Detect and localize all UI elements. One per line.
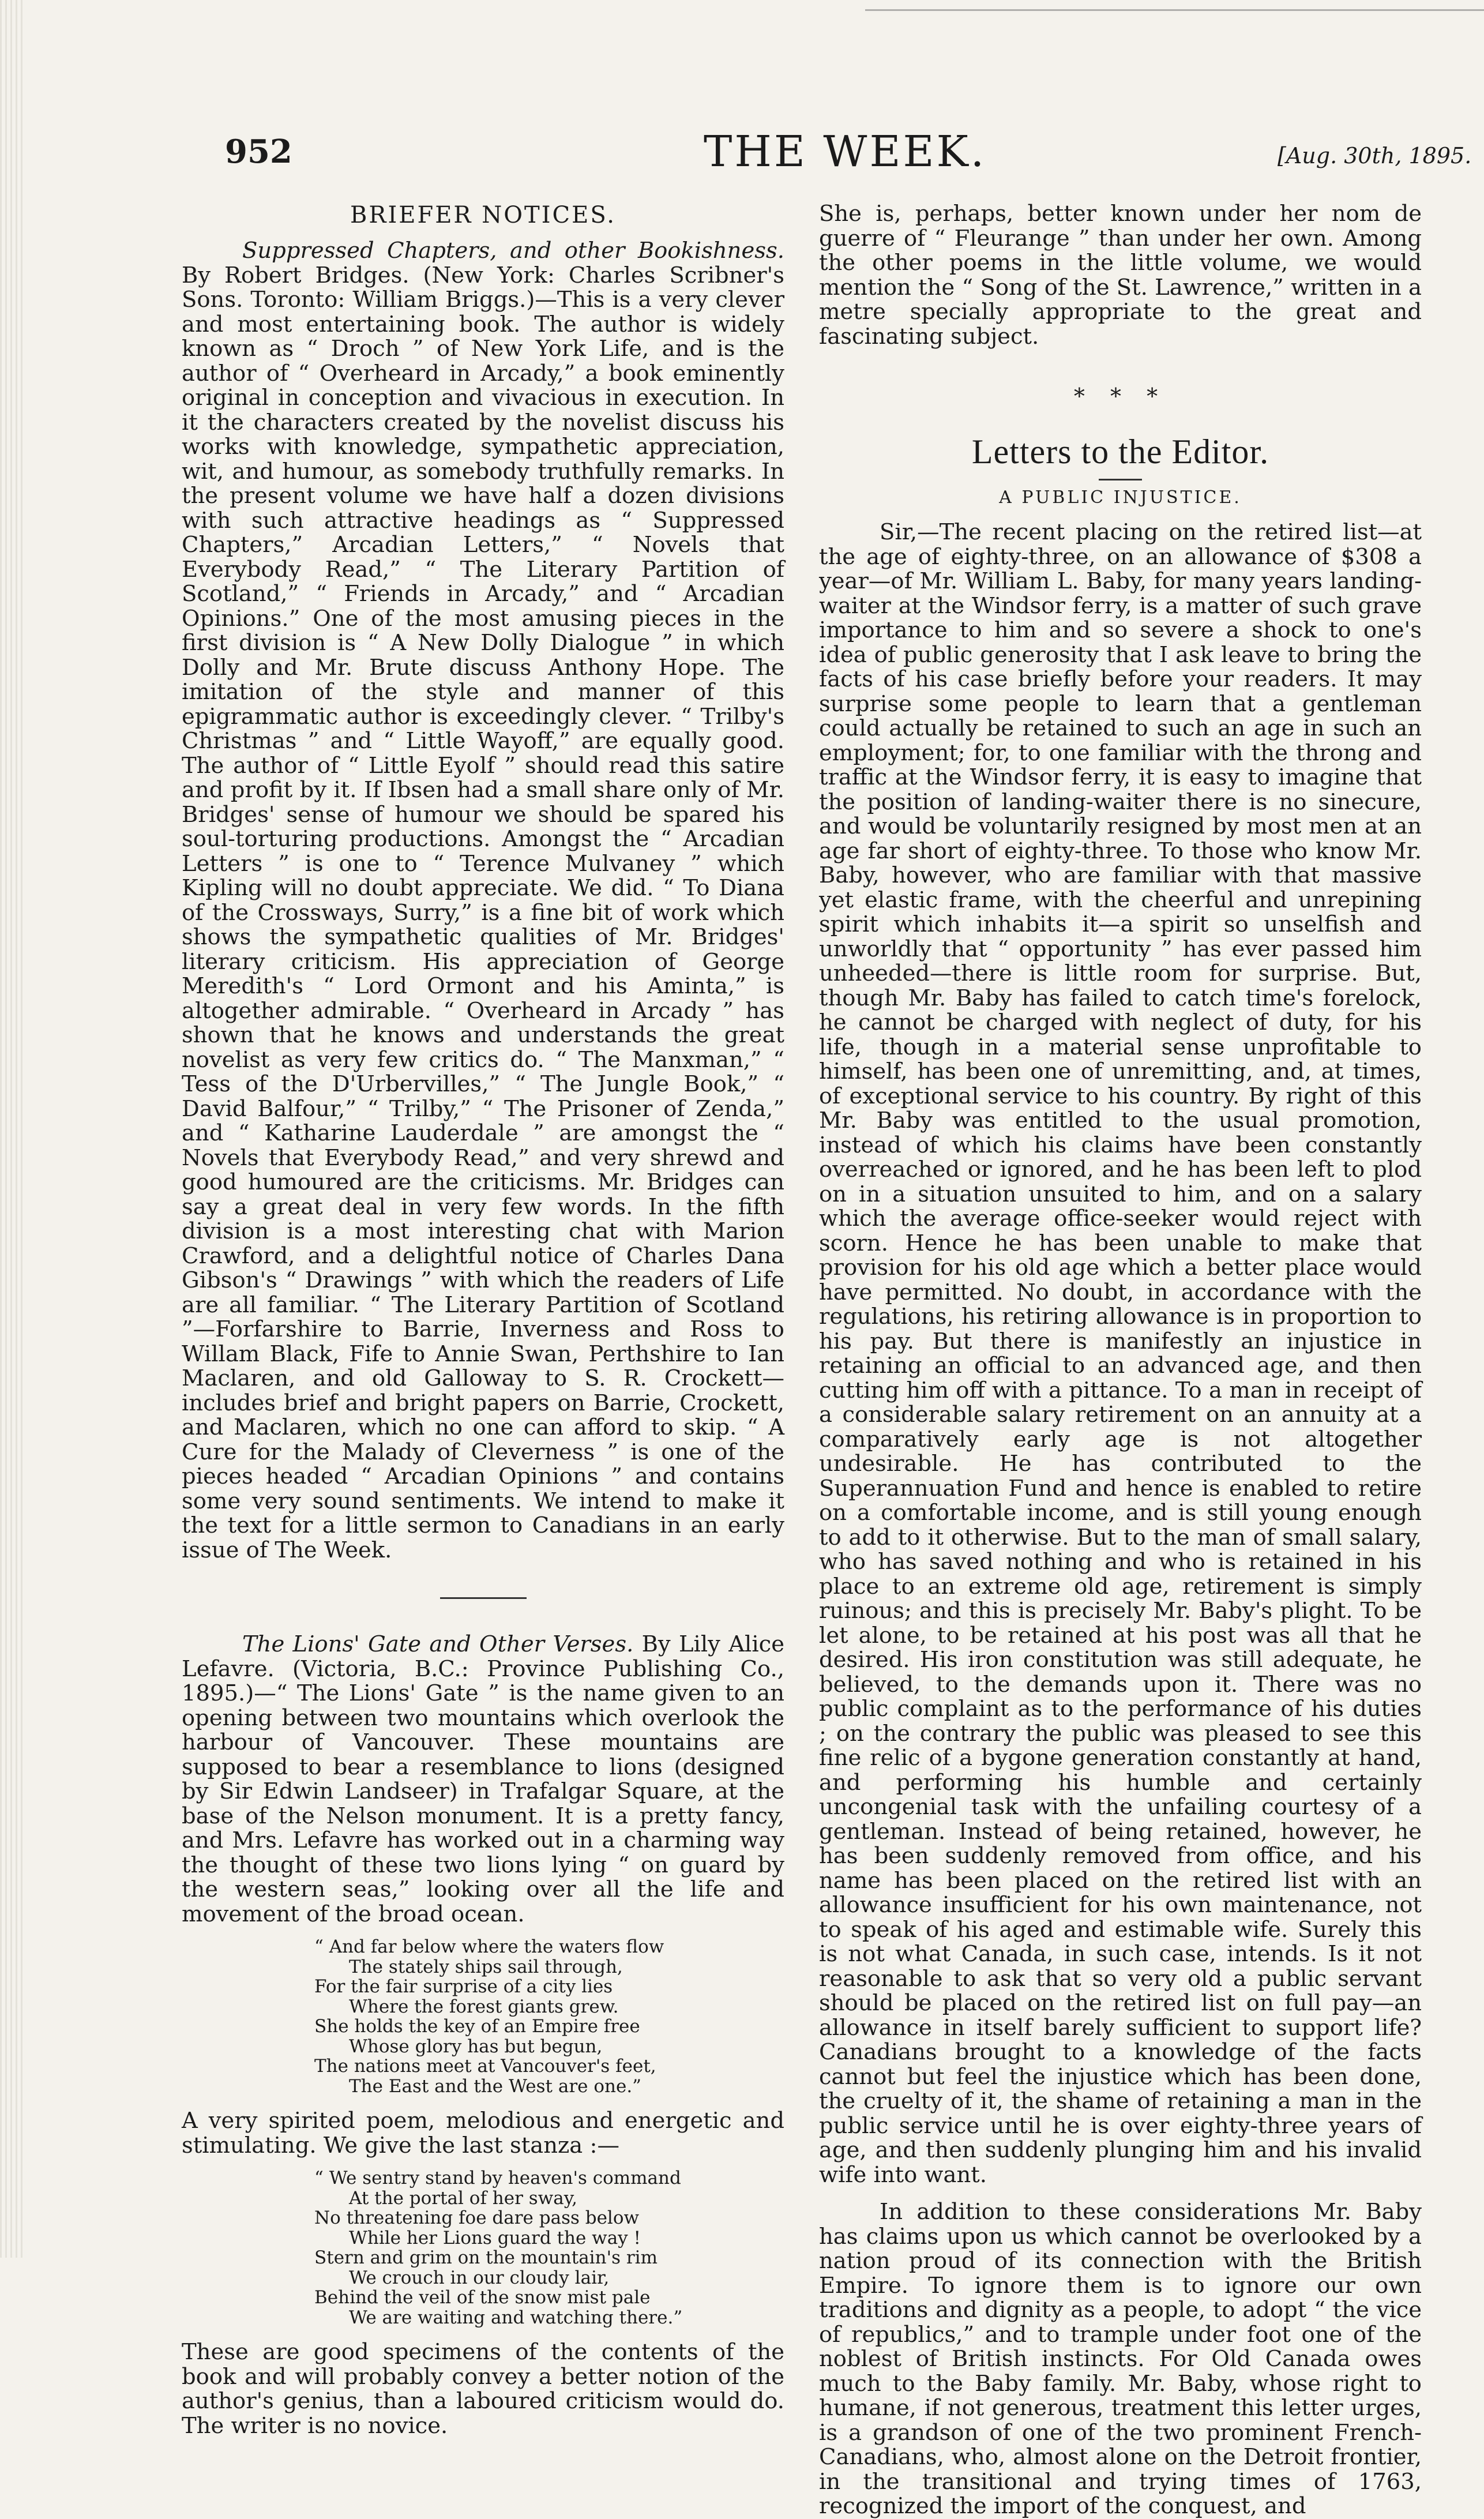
poem-line: Behind the veil of the snow mist pale <box>314 2287 651 2308</box>
poem-line: At the portal of her sway, <box>349 2187 577 2209</box>
poem-excerpt-last-stanza <box>182 2168 784 2327</box>
poem-line: Stern and grim on the mountain's rim <box>314 2247 658 2268</box>
letter-title: A PUBLIC INJUSTICE. <box>999 487 1242 508</box>
poem-line: The stately ships sail through, <box>349 1956 623 1977</box>
review-title: Suppressed Chapters, and other Bookishness. <box>242 238 784 264</box>
scanned-top-edge <box>865 0 1484 11</box>
letter-paragraph: In addition to these considerations Mr. Baby has claims upon us which cannot be overlooked by a nation proud of its connection with the British Empire. To ignore them is to ignore our own traditions and dignity as a people, to adopt “ the vice of republics,” and to trample under foot one of the noblest of British instincts. For Old Canada owes much to the Baby family. Mr. Baby, whose right to humane, if not generous, treatment this letter urges, is a grandson of one of the two prominent French-Canadians, who, almost alone on the Detroit frontier, in the transitional and trying times of 1763, recognized the import of the conquest, and <box>819 2199 1422 2519</box>
right-column <box>819 202 1422 2519</box>
review-body: By Lily Alice Lefavre. (Victoria, B.C.: Province Publishing Co., 1895.)—“ The Lions' Gate ” is the name given to an opening between two mountains which overlook the harbour of Vancouver. These mountains are supposed to bear a resemblance to lions (designed by Sir Edwin Landseer) in Trafalgar Square, at the base of the Nelson monument. It is a pretty fancy, and Mrs. Lefavre has worked out in a charming way the thought of these two lions lying “ on guard by the western seas,” looking over all the life and movement of the broad ocean. <box>182 1631 784 1927</box>
review-suppressed-chapters <box>182 239 784 1563</box>
asterism-divider: * * * <box>1073 384 1167 409</box>
poem-line: Whose glory has but begun, <box>349 2036 603 2057</box>
poem-line: No threatening foe dare pass below <box>314 2208 640 2228</box>
letters-section-heading: Letters to the Editor. <box>971 433 1269 471</box>
section-heading: BRIEFER NOTICES. <box>350 202 617 228</box>
review-title: The Lions' Gate and Other Verses. <box>242 1631 634 1657</box>
poem-line: Where the forest giants grew. <box>349 1996 619 2017</box>
letter-paragraph: Sir,—The recent placing on the retired list—at the age of eighty-three, on an allowance of $308 a year—of Mr. William L. Baby, for many years landing-waiter at the Windsor ferry, is a matter of such grave importance to him and so severe a shock to one's idea of public generosity that I ask leave to bring the facts of his case briefly before your readers. It may surprise some people to learn that a gentleman could actually be retained to such an age in such an employment; for, to one familiar with the throng and traffic at the Windsor ferry, it is easy to imagine that the position of landing-waiter there is no sinecure, and would be voluntarily resigned by most men at an age far short of eighty-three. To those who know Mr. Baby, however, who are familiar with that massive yet elastic frame, with the cheerful and unrepining spirit which inhabits it—a spirit so unselfish and unworldly that “ opportunity ” has ever passed him unheeded—there is little room for surprise. But, though Mr. Baby has failed to catch time's forelock, he cannot be charged with neglect of duty, for his life, though in a material sense unprofitable to himself, has been one of unremitting, and, at times, of exceptional service to his country. By right of this Mr. Baby was entitled to the usual promotion, instead of which his claims have been constantly overreached or ignored, and he has been left to plod on in a situation unsuited to him, and on a salary which the average office-seeker would reject with scorn. Hence he has been unable to make that provision for his old age which a better place would have permitted. No doubt, in accordance with the regulations, his retiring allowance is in proportion to his pay. But there is manifestly an injustice in retaining an official to an advanced age, and then cutting him off with a pittance. To a man in receipt of a considerable salary retirement on an annuity at a comparatively early age is not altogether undesirable. He has contributed to the Superannuation Fund and hence is enabled to retire on a comfortable income, and is still young enough to add to it otherwise. But to the man of small salary, who has saved nothing and who is retained in his place to an extreme old age, retirement is simply ruinous; and this is precisely Mr. Baby's plight. To be let alone, to be retained at his post was all that he desired. His iron constitution was still adequate, he believed, to the demands upon it. There was no public complaint as to the performance of his duties ; on the contrary the public was pleased to see this fine relic of a bygone generation constantly at hand, and performing his humble and certainly uncongenial task with the unfailing courtesy of a gentleman. Instead of being retained, however, he has been suddenly removed from office, and his name has been placed on the retired list with an allowance insufficient for his own maintenance, not to speak of his aged and estimable wife. Surely this is not what Canada, in such case, intends. Is it not reasonable to ask that so very old a public servant should be placed on the retired list on full pay—an allowance in itself barely sufficient to support life? Canadians brought to a knowledge of the facts cannot but feel the injustice which has been done, the cruelty of it, the shame of retaining a man in the public service until he is over eighty-three years of age, and then suddenly plunging him and his invalid wife into want. <box>819 519 1422 2188</box>
poem-excerpt-first <box>182 1937 784 2096</box>
poem-line: We are waiting and watching there.” <box>349 2307 683 2328</box>
heading-rule <box>1099 479 1142 480</box>
review-lions-gate <box>182 1632 784 1927</box>
review-continuation: She is, perhaps, better known under her nom de guerre of “ Fleurange ” than under her own. Among the other poems in the little volume, we would mention the “ Song of the St. Lawrence,” written in a metre specially appropriate to the great and fascinating subject. <box>819 201 1422 350</box>
review-middle-text: A very spirited poem, melodious and energetic and stimulating. We give the last stanza :— <box>182 2108 784 2158</box>
page-header <box>0 127 1484 190</box>
poem-line: The East and the West are one.” <box>349 2075 642 2097</box>
paragraph-gap <box>819 2187 1422 2200</box>
poem-line: “ And far below where the waters flow <box>314 1936 664 1957</box>
review-body: By Robert Bridges. (New York: Charles Scribner's Sons. Toronto: William Briggs.)—This is a very clever and most entertaining book. The author is widely known as “ Droch ” of New York Life, and is the author of “ Overheard in Arcady,” a book eminently original in conception and vivacious in execution. In it the characters created by the novelist discuss his works with knowledge, sympathetic appreciation, wit, and humour, as somebody truthfully remarks. In the present volume we have half a dozen divisions with such attractive headings as “ Suppressed Chapters,” Arcadian Letters,” “ Novels that Everybody Read,” “ The Literary Partition of Scotland,” “ Friends in Arcady,” and “ Arcadian Opinions.” One of the most amusing pieces in the first division is “ A New Dolly Dialogue ” in which Dolly and Mr. Brute discuss Anthony Hope. The imitation of the style and manner of this epigrammatic author is exceedingly clever. “ Trilby's Christmas ” and “ Little Wayoff,” are equally good. The author of “ Little Eyolf ” should read this satire and profit by it. If Ibsen had a small share only of Mr. Bridges' sense of humour we should be spared his soul-torturing productions. Amongst the “ Arcadian Letters ” is one to “ Terence Mulvaney ” which Kipling will no doubt appreciate. We did. “ To Diana of the Crossways, Surry,” is a fine bit of work which shows the sympathetic qualities of Mr. Bridges' literary criticism. His appreciation of George Meredith's “ Lord Ormont and his Aminta,” is altogether admirable. “ Overheard in Arcady ” has shown that he knows and understands the great novelist as very few critics do. “ The Manxman,” “ Tess of the D'Urbervilles,” “ The Jungle Book,” “ David Balfour,” “ Trilby,” “ The Prisoner of Zenda,” and “ Katharine Lauderdale ” are amongst the “ Novels that Everybody Read,” and very shrewd and good humoured are the criticisms. Mr. Bridges can say a great deal in very few words. In the fifth division is a most interesting chat with Marion Crawford, and a delightful notice of Charles Dana Gibson's “ Drawings ” with which the readers of Life are all familiar. “ The Literary Partition of Scotland ”—Forfarshire to Barrie, Inverness and Ross to Willam Black, Fife to Annie Swan, Perthshire to Ian Maclaren, and old Galloway to S. R. Crockett—includes brief and bright papers on Barrie, Crockett, and Maclaren, which no one can afford to skip. “ A Cure for the Malady of Cleverness ” is one of the pieces headed “ Arcadian Opinions ” and contains some very sound sentiments. We intend to make it the text for a little sermon to Canadians in an early issue of The Week. <box>182 262 784 1563</box>
section-divider <box>440 1597 527 1599</box>
poem-line: She holds the key of an Empire free <box>314 2016 640 2037</box>
masthead-title: THE WEEK. <box>704 127 987 177</box>
poem-line: For the fair surprise of a city lies <box>314 1976 613 1997</box>
poem-line: The nations meet at Vancouver's feet, <box>314 2056 656 2077</box>
poem-line: “ We sentry stand by heaven's command <box>314 2168 681 2188</box>
review-closing-text: These are good specimens of the contents of the book and will probably convey a better notion of the author's genius, than a laboured criticism would do. The writer is no novice. <box>182 2339 784 2439</box>
scanned-page-edge <box>0 0 25 2258</box>
issue-date: [Aug. 30th, 1895. <box>1278 143 1472 168</box>
page-number: 952 <box>225 133 292 171</box>
poem-line: While her Lions guard the way ! <box>349 2227 641 2248</box>
left-column <box>182 202 784 2438</box>
poem-line: We crouch in our cloudy lair, <box>349 2267 610 2288</box>
